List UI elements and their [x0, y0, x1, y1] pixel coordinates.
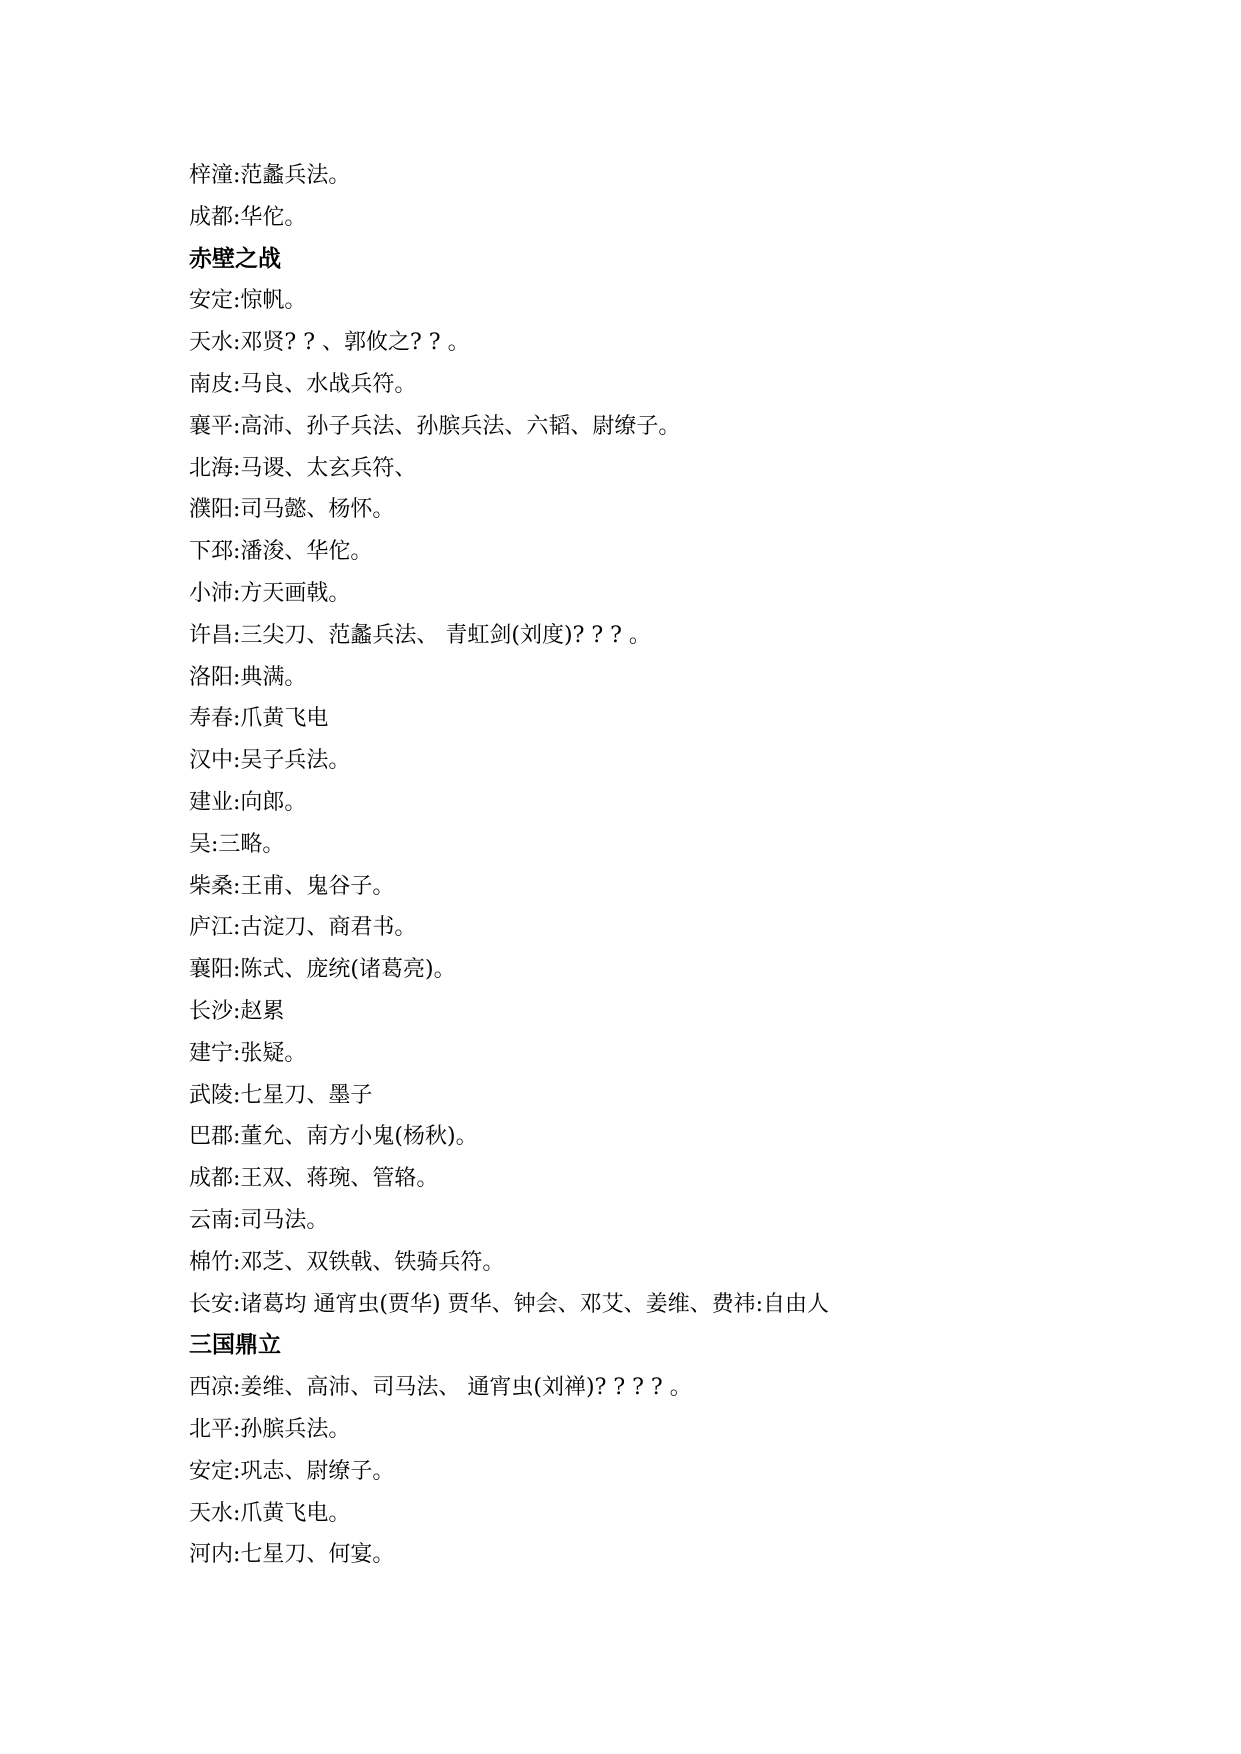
- text-line: 巴郡:董允、南方小鬼(杨秋)。: [189, 1124, 478, 1150]
- text-line: 洛阳:典满。: [189, 664, 307, 690]
- text-line: 建业:向郎。: [189, 789, 307, 815]
- text-line: 下邳:潘浚、华佗。: [189, 539, 373, 565]
- text-line: 天水:邓贤? ? 、郭攸之? ? 。: [189, 330, 470, 356]
- text-line: 北平:孙膑兵法。: [189, 1416, 351, 1442]
- section-heading: 三国鼎立: [189, 1332, 281, 1359]
- text-line: 武陵:七星刀、墨子: [189, 1082, 373, 1108]
- text-line: 庐江:古淀刀、商君书。: [189, 915, 417, 941]
- text-line: 西凉:姜维、高沛、司马法、 通宵虫(刘禅)? ? ? ? 。: [189, 1375, 692, 1401]
- text-line: 寿春:爪黄飞电: [189, 706, 329, 732]
- text-line: 襄平:高沛、孙子兵法、孙膑兵法、六韬、尉缭子。: [189, 413, 681, 439]
- document-page: [189, 155, 1089, 1576]
- text-line: 汉中:吴子兵法。: [189, 748, 351, 774]
- text-line: 濮阳:司马懿、杨怀。: [189, 497, 395, 523]
- text-line: 河内:七星刀、何宴。: [189, 1542, 395, 1568]
- text-line: 许昌:三尖刀、范蠡兵法、 青虹剑(刘度)? ? ? 。: [189, 622, 651, 648]
- text-line: 北海:马谡、太玄兵符、: [189, 455, 417, 481]
- text-line: 成都:王双、蒋琬、管辂。: [189, 1166, 439, 1192]
- text-line: 成都:华佗。: [189, 204, 307, 230]
- text-line: 天水:爪黄飞电。: [189, 1500, 351, 1526]
- text-line: 柴桑:王甫、鬼谷子。: [189, 873, 395, 899]
- text-line: 长沙:赵累: [189, 998, 285, 1024]
- text-line: 吴:三略。: [189, 831, 285, 857]
- text-line: 安定:惊帆。: [189, 288, 307, 314]
- text-line: 南皮:马良、水战兵符。: [189, 371, 417, 397]
- text-line: 安定:巩志、尉缭子。: [189, 1458, 395, 1484]
- text-line: 建宁:张疑。: [189, 1040, 307, 1066]
- text-line: 棉竹:邓芝、双铁戟、铁骑兵符。: [189, 1249, 505, 1275]
- text-line: 云南:司马法。: [189, 1207, 329, 1233]
- text-line: 梓潼:范蠡兵法。: [189, 163, 351, 188]
- section-heading: 赤壁之战: [189, 245, 281, 272]
- text-line: 小沛:方天画戟。: [189, 580, 351, 606]
- text-line: 长安:诸葛均 通宵虫(贾华) 贾华、钟会、邓艾、姜维、费祎:自由人: [189, 1291, 829, 1317]
- text-line: 襄阳:陈式、庞统(诸葛亮)。: [189, 957, 456, 983]
